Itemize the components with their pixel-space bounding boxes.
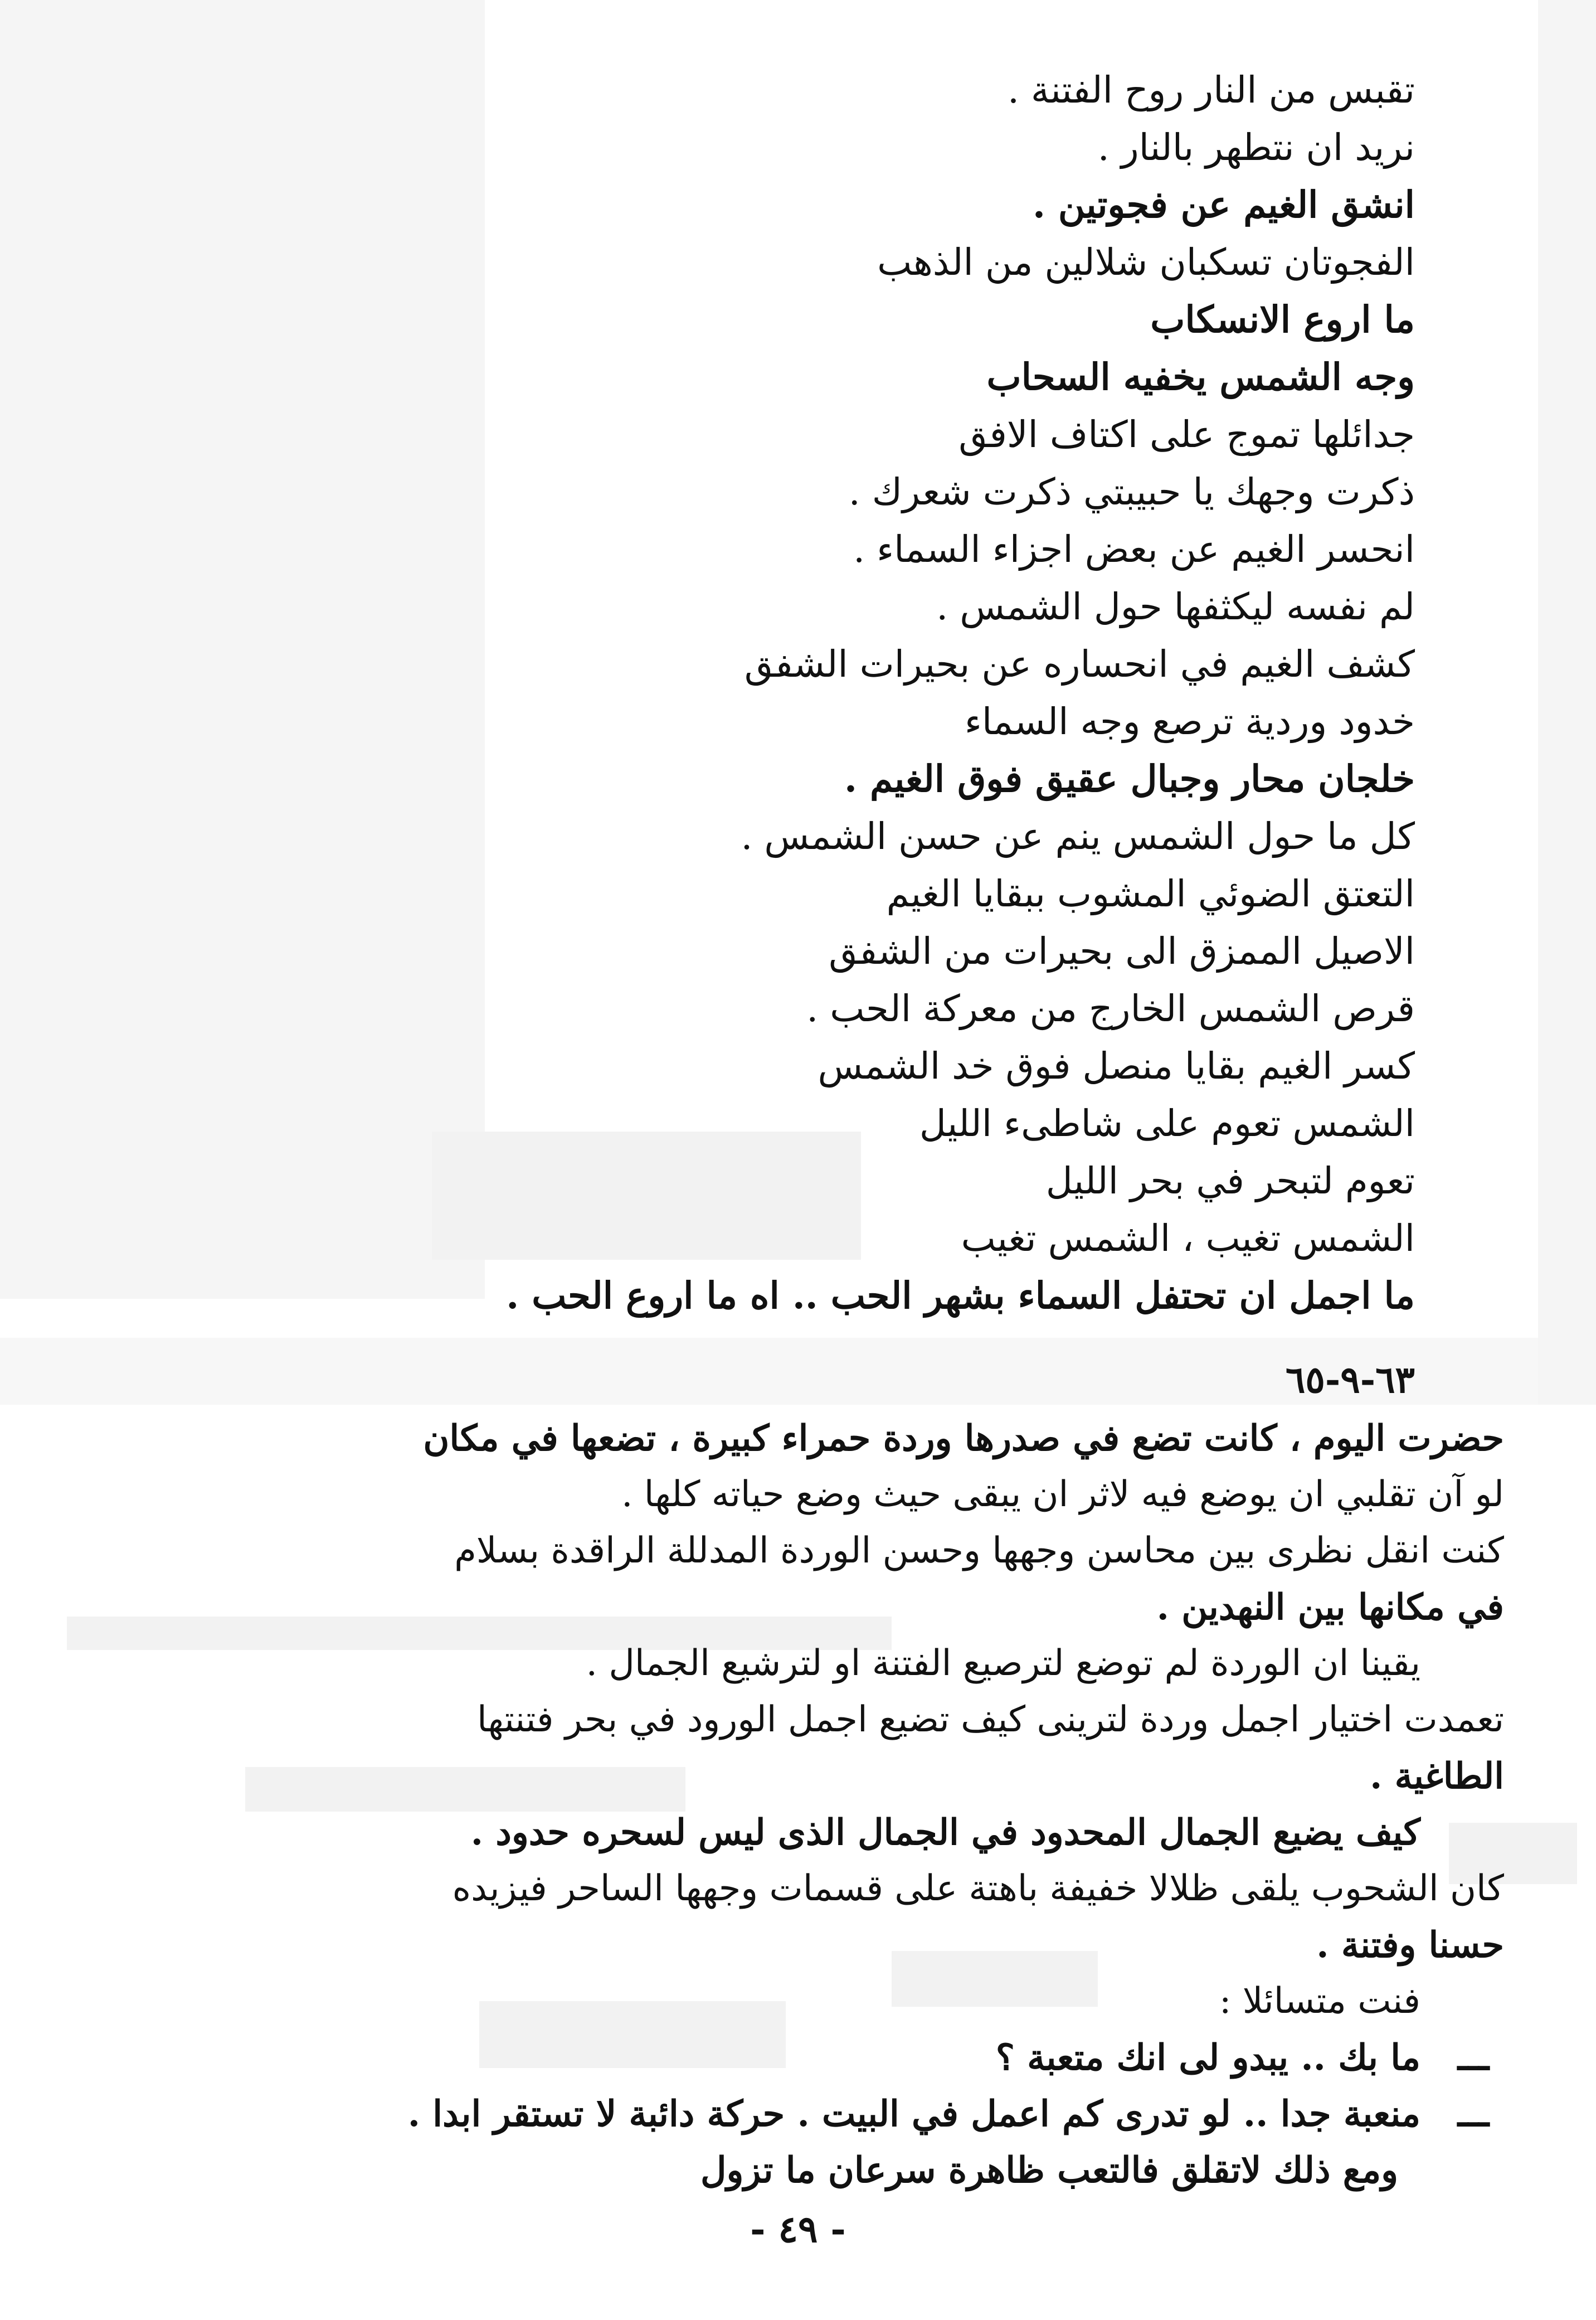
prose-line: كنت انقل نظرى بين محاسن وجهها وحسن الوردة المدللة الراقدة بسلام (454, 1530, 1504, 1571)
prose-line: حضرت اليوم ، كانت تضع في صدرها وردة حمراء كبيرة ، تضعها في مكان (423, 1418, 1504, 1459)
dialogue-dash: ـــ (1457, 2093, 1490, 2135)
poem-line: كل ما حول الشمس ينم عن حسن الشمس . (741, 815, 1415, 858)
poem-line: الشمس تعوم على شاطىء الليل (919, 1102, 1415, 1145)
prose-line: الطاغية . (1370, 1755, 1504, 1797)
poem-line: الاصيل الممزق الى بحيرات من الشفق (829, 930, 1415, 973)
dialogue-line (77, 2030, 1504, 2086)
dialogue-line (77, 2086, 1504, 2142)
poem-line: انشق الغيم عن فجوتين . (1032, 183, 1415, 226)
poem-line: الفجوتان تسكبان شلالين من الذهب (877, 241, 1415, 284)
dialogue-dash: ـــ (1457, 2037, 1490, 2079)
prose-line: لو آن تقلبي ان يوضع فيه لاثر ان يبقى حيث وضع حياته كلها . (621, 1474, 1504, 1515)
entry-date: ٦٣-٩-٦٥ (1285, 1358, 1415, 1401)
poem-line: كسر الغيم بقايا منصل فوق خد الشمس (818, 1045, 1415, 1088)
prose-line: فنت متسائلا : (1219, 1981, 1420, 2022)
poem-line: ذكرت وجهك يا حبيبتي ذكرت شعرك . (848, 470, 1415, 513)
poem-line: كشف الغيم في انحساره عن بحيرات الشفق (744, 643, 1415, 686)
prose-line: تعمدت اختيار اجمل وردة لترينى كيف تضيع اجمل الورود في بحر فتنتها (476, 1699, 1504, 1740)
poem-line: وجه الشمس يخفيه السحاب (986, 355, 1415, 399)
poem-line: خدود وردية ترصع وجه السماء (964, 700, 1415, 743)
poem-line: تقبس من النار روح الفتنة . (1007, 69, 1415, 111)
poem-line: نريد ان نتطهر بالنار . (1097, 126, 1415, 169)
poem-line: التعتق الضوئي المشوب ببقايا الغيم (886, 872, 1415, 915)
poem-line: انحسر الغيم عن بعض اجزاء السماء . (853, 528, 1415, 571)
prose-line: في مكانها بين النهدين . (1156, 1586, 1504, 1628)
prose-line: ومع ذلك لاتقلق فالتعب ظاهرة سرعان ما تزول (700, 2149, 1398, 2191)
poem-block (289, 61, 1415, 1324)
prose-line: حسنا وفتنة . (1316, 1924, 1504, 1966)
page-number: - ٤٩ - (750, 2207, 846, 2251)
poem-line: ما اروع الانسكاب (1150, 298, 1415, 341)
poem-line: جدائلها تموج على اكتاف الافق (958, 413, 1415, 456)
dialogue-text: منعبة جدا .. لو تدرى كم اعمل في البيت . حركة دائبة لا تستقر ابدا . (407, 2093, 1420, 2135)
dialogue-text: ما بك .. يبدو لى انك متعبة ؟ (995, 2037, 1420, 2079)
poem-line: قرص الشمس الخارج من معركة الحب . (806, 987, 1415, 1030)
poem-line: الشمس تغيب ، الشمس تغيب (961, 1217, 1415, 1260)
poem-line: ما اجمل ان تحتفل السماء بشهر الحب .. اه ما اروع الحب . (506, 1274, 1415, 1317)
poem-line: تعوم لتبحر في بحر الليل (1045, 1159, 1415, 1202)
prose-block (77, 1410, 1504, 2198)
prose-line: كان الشحوب يلقى ظلالا خفيفة باهتة على قسمات وجهها الساحر فيزيده (452, 1868, 1504, 1909)
poem-line: خلجان محار وجبال عقيق فوق الغيم . (844, 757, 1415, 800)
poem-line: لم نفسه ليكثفها حول الشمس . (936, 585, 1415, 628)
prose-line: كيف يضيع الجمال المحدود في الجمال الذى ليس لسحره حدود . (470, 1812, 1420, 1853)
prose-line: يقينا ان الوردة لم توضع لترصيع الفتنة او لترشيع الجمال . (586, 1643, 1420, 1684)
